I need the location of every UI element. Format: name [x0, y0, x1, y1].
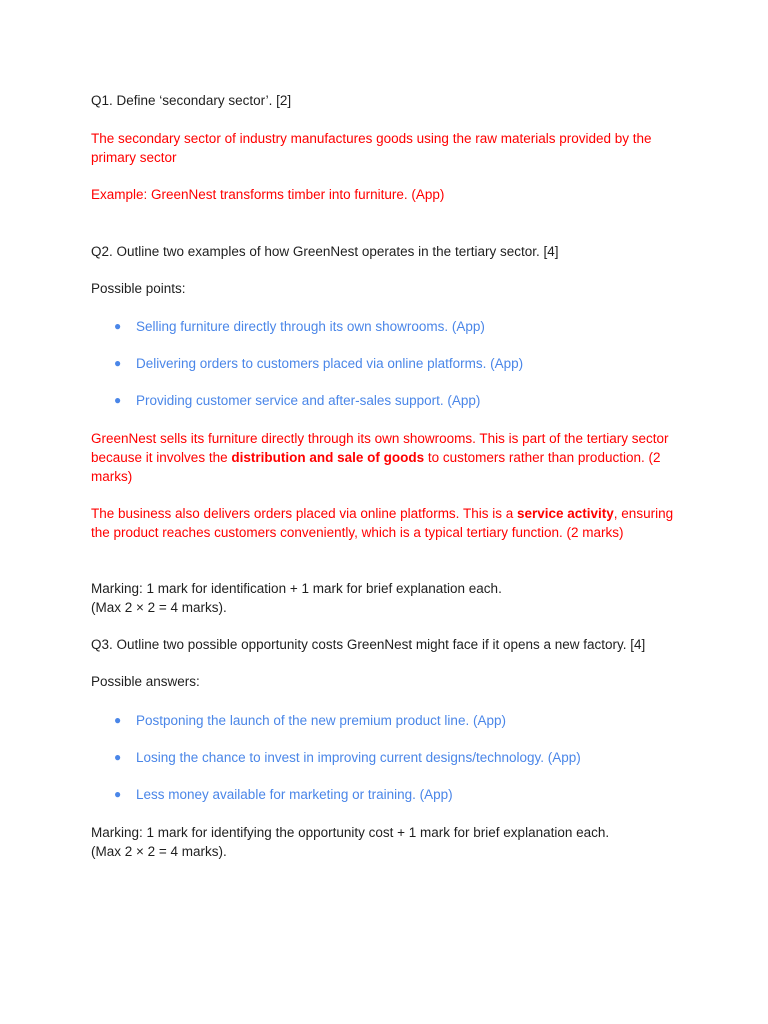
q3-marking-line-1: Marking: 1 mark for identifying the opportunity cost + 1 mark for brief explanation each.	[91, 825, 610, 840]
q3-answer-1: Postponing the launch of the new premium product line. (App)	[136, 713, 506, 728]
q2-question: Q2. Outline two examples of how GreenNest operates in the tertiary sector. [4]	[91, 244, 559, 259]
list-item	[91, 317, 681, 336]
q3-answer-2: Losing the chance to invest in improving current designs/technology. (App)	[136, 750, 581, 765]
q2-paragraph-2	[91, 504, 681, 542]
list-item	[91, 711, 681, 730]
q2-point-1: Selling furniture directly through its own showrooms. (App)	[136, 319, 485, 334]
q2-point-3: Providing customer service and after-sales support. (App)	[136, 393, 481, 408]
q3-marking-line-2: (Max 2 × 2 = 4 marks).	[91, 844, 227, 859]
q2-paragraph-2-text-end: , ensuring the product reaches customers conveniently, which is a typical tertiary function. (2 marks)	[91, 506, 674, 540]
list-item	[91, 748, 681, 767]
q3-answers-list	[91, 711, 681, 804]
q2-paragraph-1	[91, 429, 681, 486]
q1-question: Q1. Define ‘secondary sector’. [2]	[91, 93, 292, 108]
bullet-icon: ●	[114, 319, 122, 333]
q2-paragraph-2-bold: service activity	[516, 506, 614, 521]
q2-marking-line-1: Marking: 1 mark for identification + 1 mark for brief explanation each.	[91, 581, 502, 596]
bullet-icon: ●	[114, 393, 122, 407]
bullet-icon: ●	[114, 713, 122, 727]
bullet-icon: ●	[114, 356, 122, 370]
q2-point-2: Delivering orders to customers placed via online platforms. (App)	[136, 356, 524, 371]
q2-points-heading: Possible points:	[91, 281, 186, 296]
q3-answer-3: Less money available for marketing or training. (App)	[136, 787, 453, 802]
q1-example: Example: GreenNest transforms timber into furniture. (App)	[91, 187, 445, 202]
q2-marking-line-2: (Max 2 × 2 = 4 marks).	[91, 600, 227, 615]
list-item	[91, 391, 681, 410]
q1-answer: The secondary sector of industry manufactures goods using the raw materials provided by the primary sector	[91, 131, 652, 165]
bullet-icon: ●	[114, 787, 122, 801]
q2-paragraph-2-text: The business also delivers orders placed via online platforms. This is a	[91, 506, 517, 521]
q2-paragraph-1-text: GreenNest sells its furniture directly through its own showrooms. This is part of the tertiary sector because it involves the	[91, 431, 669, 465]
q3-question: Q3. Outline two possible opportunity costs GreenNest might face if it opens a new factory. [4]	[91, 637, 646, 652]
list-item	[91, 354, 681, 373]
q2-paragraph-1-bold: distribution and sale of goods	[231, 450, 425, 465]
document-page	[91, 91, 681, 861]
list-item	[91, 785, 681, 804]
q3-answers-heading: Possible answers:	[91, 674, 200, 689]
bullet-icon: ●	[114, 750, 122, 764]
q2-paragraph-1-text-end: to customers rather than production. (2 marks)	[91, 450, 661, 484]
q2-points-list	[91, 317, 681, 410]
